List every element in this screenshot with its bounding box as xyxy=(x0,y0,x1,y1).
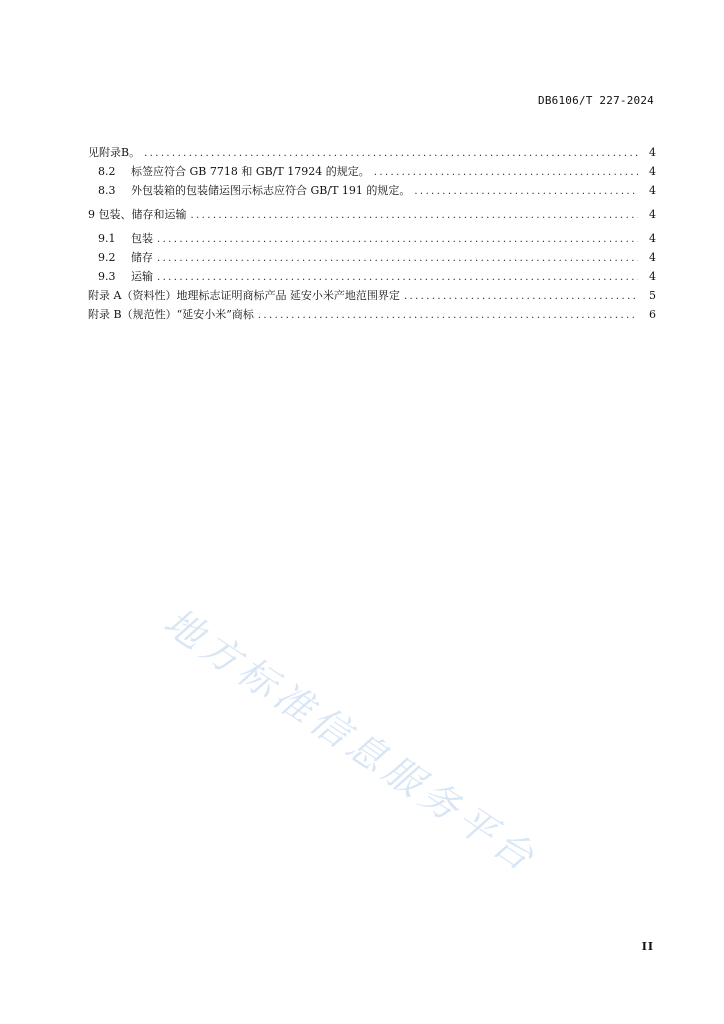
toc-leader-dots xyxy=(157,230,638,249)
toc-page-number: 6 xyxy=(649,308,656,321)
toc-page-number: 4 xyxy=(649,165,656,178)
toc-entry-label: 储存 xyxy=(131,251,153,264)
toc-page-number: 4 xyxy=(649,232,656,245)
toc-entry-label: 外包装箱的包装储运图示标志应符合 GB/T 191 的规定。 xyxy=(131,184,411,197)
toc-entry-9-1[interactable] xyxy=(88,229,656,248)
toc-page-number: 4 xyxy=(649,270,656,283)
toc-page-number: 4 xyxy=(649,251,656,264)
toc-entry-number: 8.3 xyxy=(98,184,116,197)
toc-entry-label: 运输 xyxy=(131,270,153,283)
toc-leader-dots xyxy=(144,144,638,163)
toc-leader-dots xyxy=(414,182,638,201)
footer-page-number: II xyxy=(641,940,654,953)
toc-entry-label: 标签应符合 GB 7718 和 GB/T 17924 的规定。 xyxy=(131,165,370,178)
table-of-contents xyxy=(88,143,656,324)
toc-entry-8-2[interactable] xyxy=(88,162,656,181)
document-id: DB6106/T 227-2024 xyxy=(538,94,654,107)
toc-entry-label: 附录 A（资料性）地理标志证明商标产品 延安小米产地范围界定 xyxy=(88,289,400,302)
toc-entry-label: 见附录B。 xyxy=(88,146,141,159)
toc-leader-dots xyxy=(404,287,638,306)
toc-leader-dots xyxy=(191,206,639,225)
toc-entry-number: 9.3 xyxy=(98,270,116,283)
toc-page-number: 5 xyxy=(649,289,656,302)
toc-page-number: 4 xyxy=(649,208,656,221)
toc-entry-8-3[interactable] xyxy=(88,181,656,200)
toc-page-number: 4 xyxy=(649,146,656,159)
watermark-text: 地方标准信息服务平台 xyxy=(156,599,546,882)
toc-entry-label: 9 包装、储存和运输 xyxy=(88,208,187,221)
toc-entry-number: 8.2 xyxy=(98,165,116,178)
toc-entry-appendix-b-ref[interactable] xyxy=(88,143,656,162)
toc-entry-section-9[interactable] xyxy=(88,205,656,224)
toc-entry-appendix-b[interactable] xyxy=(88,305,656,324)
toc-entry-label: 附录 B（规范性）“延安小米”商标 xyxy=(88,308,254,321)
toc-entry-number: 9.1 xyxy=(98,232,116,245)
toc-leader-dots xyxy=(258,306,638,325)
toc-entry-9-2[interactable] xyxy=(88,248,656,267)
toc-leader-dots xyxy=(157,249,638,268)
toc-entry-9-3[interactable] xyxy=(88,267,656,286)
toc-entry-number: 9.2 xyxy=(98,251,116,264)
toc-leader-dots xyxy=(157,268,638,287)
toc-page-number: 4 xyxy=(649,184,656,197)
toc-leader-dots xyxy=(374,163,638,182)
toc-entry-appendix-a[interactable] xyxy=(88,286,656,305)
toc-entry-label: 包装 xyxy=(131,232,153,245)
